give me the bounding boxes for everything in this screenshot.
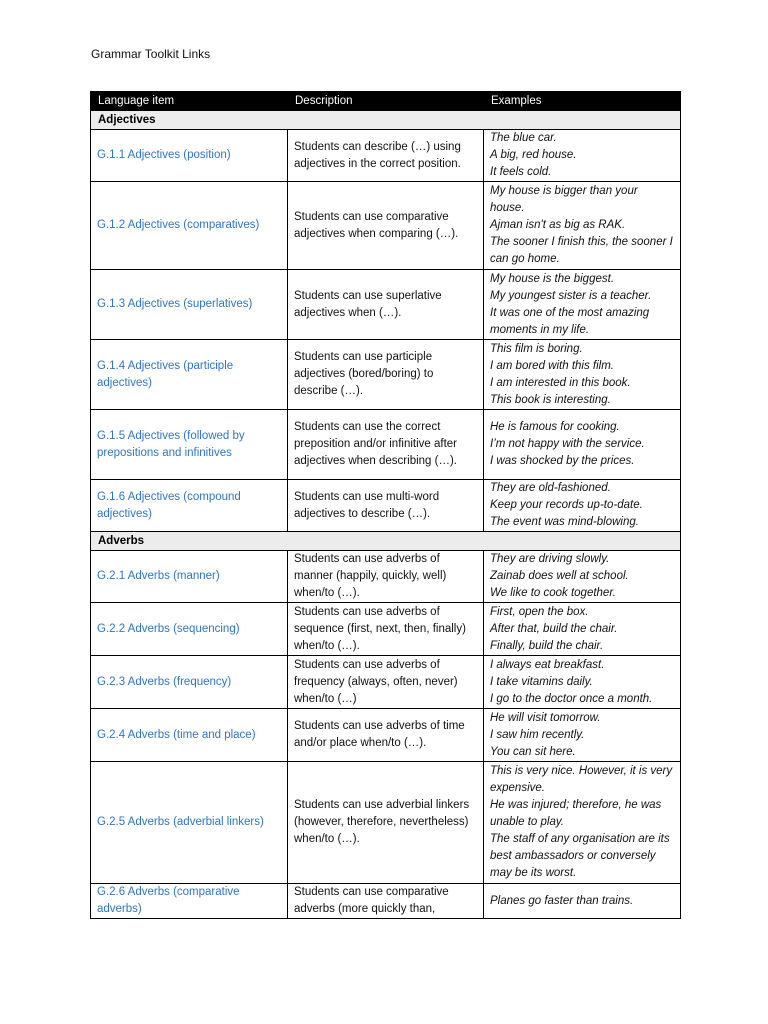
example-line: The sooner I finish this, the sooner I can go home. bbox=[490, 236, 673, 265]
examples-cell bbox=[484, 182, 681, 270]
section-row bbox=[91, 532, 681, 551]
example-line: The blue car. bbox=[490, 132, 557, 144]
table-row bbox=[91, 480, 681, 532]
examples-cell bbox=[484, 603, 681, 656]
table-row bbox=[91, 709, 681, 762]
example-line: Finally, build the chair. bbox=[490, 639, 604, 652]
example-line: I take vitamins daily. bbox=[490, 675, 593, 688]
description-cell: Students can use adverbial linkers (however, therefore, nevertheless) when/to (…). bbox=[288, 762, 484, 884]
examples-cell bbox=[484, 709, 681, 762]
examples-cell bbox=[484, 340, 681, 410]
example-line: My house is the biggest. bbox=[490, 272, 615, 285]
example-line: I was shocked by the prices. bbox=[490, 455, 635, 467]
example-line: He is famous for cooking. bbox=[490, 421, 620, 433]
item-link[interactable]: G.1.2 Adjectives (comparatives) bbox=[91, 182, 288, 270]
example-line: They are old-fashioned. bbox=[490, 482, 611, 494]
example-line: I’m not happy with the service. bbox=[490, 438, 645, 450]
item-link[interactable]: G.2.6 Adverbs (comparative adverbs) bbox=[91, 884, 288, 919]
example-line: It was one of the most amazing moments in my life. bbox=[490, 306, 650, 336]
item-link[interactable]: G.1.1 Adjectives (position) bbox=[91, 130, 288, 182]
example-line: My house is bigger than your house. bbox=[490, 185, 638, 214]
example-line: He was injured; therefore, he was unable to play. bbox=[490, 799, 662, 828]
description-cell: Students can use adverbs of time and/or place when/to (…). bbox=[288, 709, 484, 762]
example-line: I am interested in this book. bbox=[490, 376, 631, 389]
example-line: My youngest sister is a teacher. bbox=[490, 289, 652, 302]
description-cell: Students can describe (…) using adjectives in the correct position. bbox=[288, 130, 484, 182]
table-row bbox=[91, 410, 681, 480]
table-row bbox=[91, 270, 681, 340]
example-line: It feels cold. bbox=[490, 166, 552, 178]
description-cell: Students can use the correct preposition and/or infinitive after adjectives when describing (…). bbox=[288, 410, 484, 480]
item-link[interactable]: G.2.2 Adverbs (sequencing) bbox=[91, 603, 288, 656]
item-link[interactable]: G.1.5 Adjectives (followed by prepositions and infinitives bbox=[91, 410, 288, 480]
table-row bbox=[91, 340, 681, 410]
table-row bbox=[91, 182, 681, 270]
table-header-row bbox=[91, 92, 681, 111]
item-link[interactable]: G.1.3 Adjectives (superlatives) bbox=[91, 270, 288, 340]
example-line: This is very nice. However, it is very expensive. bbox=[490, 765, 673, 794]
example-line: Planes go faster than trains. bbox=[490, 894, 634, 907]
item-link[interactable]: G.1.6 Adjectives (compound adjectives) bbox=[91, 480, 288, 532]
example-line: First, open the box. bbox=[490, 605, 589, 618]
table-row bbox=[91, 884, 681, 919]
examples-cell bbox=[484, 480, 681, 532]
example-line: I always eat breakfast. bbox=[490, 658, 605, 671]
examples-cell bbox=[484, 551, 681, 603]
example-line: After that, build the chair. bbox=[490, 622, 618, 635]
item-link[interactable]: G.2.5 Adverbs (adverbial linkers) bbox=[91, 762, 288, 884]
section-title-adverbs: Adverbs bbox=[91, 532, 681, 551]
description-cell: Students can use comparative adverbs (more quickly than, bbox=[288, 884, 484, 919]
example-line: I saw him recently. bbox=[490, 728, 585, 741]
description-cell: Students can use adverbs of frequency (always, often, never) when/to (…) bbox=[288, 656, 484, 709]
example-line: Keep your records up-to-date. bbox=[490, 499, 643, 511]
section-row bbox=[91, 111, 681, 130]
item-link[interactable]: G.2.1 Adverbs (manner) bbox=[91, 551, 288, 603]
example-line: We like to cook together. bbox=[490, 587, 616, 599]
description-cell: Students can use participle adjectives (bored/boring) to describe (…). bbox=[288, 340, 484, 410]
description-cell: Students can use multi-word adjectives to describe (…). bbox=[288, 480, 484, 532]
examples-cell bbox=[484, 656, 681, 709]
column-header-language-item: Language item bbox=[91, 92, 288, 111]
section-title-adjectives: Adjectives bbox=[91, 111, 681, 130]
table-row bbox=[91, 551, 681, 603]
example-line: This film is boring. bbox=[490, 342, 583, 355]
example-line: They are driving slowly. bbox=[490, 553, 610, 565]
example-line: The staff of any organisation are its best ambassadors or conversely may be its worst. bbox=[490, 833, 670, 879]
item-link[interactable]: G.2.4 Adverbs (time and place) bbox=[91, 709, 288, 762]
example-line: He will visit tomorrow. bbox=[490, 711, 601, 724]
example-line: Zainab does well at school. bbox=[490, 570, 629, 582]
examples-cell bbox=[484, 270, 681, 340]
examples-cell bbox=[484, 410, 681, 480]
item-link[interactable]: G.1.4 Adjectives (participle adjectives) bbox=[91, 340, 288, 410]
examples-cell bbox=[484, 884, 681, 919]
grammar-toolkit-table bbox=[90, 91, 681, 919]
example-line: Ajman isn't as big as RAK. bbox=[490, 219, 626, 231]
column-header-description: Description bbox=[288, 92, 484, 111]
example-line: This book is interesting. bbox=[490, 393, 611, 406]
table-row bbox=[91, 762, 681, 884]
description-cell: Students can use adverbs of manner (happily, quickly, well) when/to (…). bbox=[288, 551, 484, 603]
examples-cell bbox=[484, 762, 681, 884]
description-cell: Students can use superlative adjectives when (…). bbox=[288, 270, 484, 340]
description-cell: Students can use comparative adjectives when comparing (…). bbox=[288, 182, 484, 270]
table-row bbox=[91, 656, 681, 709]
examples-cell bbox=[484, 130, 681, 182]
page-title: Grammar Toolkit Links bbox=[91, 47, 211, 61]
example-line: You can sit here. bbox=[490, 745, 576, 758]
table-row bbox=[91, 603, 681, 656]
description-cell: Students can use adverbs of sequence (first, next, then, finally) when/to (…). bbox=[288, 603, 484, 656]
table-row bbox=[91, 130, 681, 182]
example-line: The event was mind-blowing. bbox=[490, 516, 639, 528]
example-line: I go to the doctor once a month. bbox=[490, 692, 653, 705]
example-line: I am bored with this film. bbox=[490, 359, 614, 372]
column-header-examples: Examples bbox=[484, 92, 681, 111]
item-link[interactable]: G.2.3 Adverbs (frequency) bbox=[91, 656, 288, 709]
example-line: A big, red house. bbox=[490, 149, 577, 161]
